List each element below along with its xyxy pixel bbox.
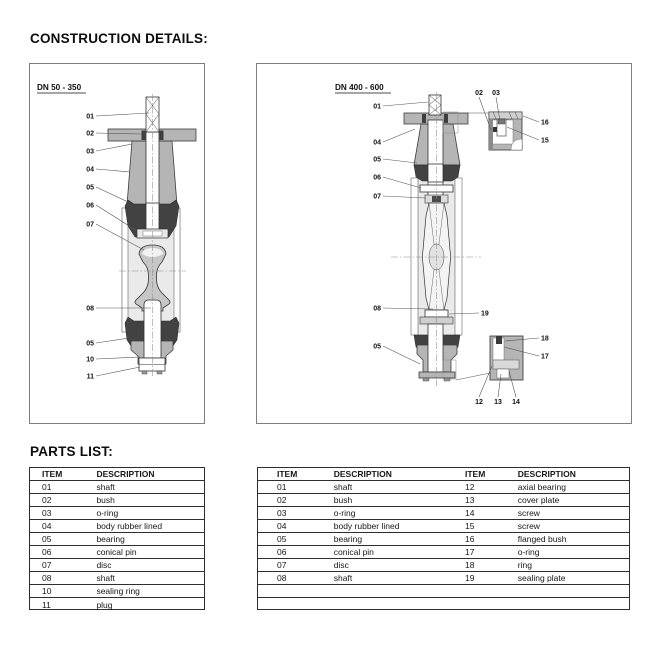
item-cell: 15: [464, 521, 475, 531]
callout-13: 13: [494, 399, 502, 406]
callout-01: 01: [86, 113, 94, 121]
description-cell: conical pin: [333, 547, 374, 557]
callout-18: 18: [541, 335, 549, 343]
diagram-panel-dn50-350: [29, 63, 205, 424]
table-row: [30, 481, 204, 494]
description-cell: flanged bush: [517, 534, 567, 544]
table-row: [30, 585, 204, 598]
valve-diagram-dn50-350: [30, 64, 204, 423]
description-cell: body rubber lined: [96, 521, 163, 531]
callout-02: 02: [475, 90, 483, 97]
description-cell: shaft: [333, 573, 353, 583]
table-row: [30, 598, 204, 611]
item-cell: 13: [464, 495, 475, 505]
dn-range-label: DN 400 - 600: [335, 83, 384, 92]
description-cell: bearing: [333, 534, 363, 544]
item-cell: 05: [277, 534, 287, 544]
description-cell: shaft: [96, 482, 115, 492]
description-cell: body rubber lined: [333, 521, 400, 531]
item-cell: 08: [277, 573, 287, 583]
description-cell: shaft: [96, 573, 115, 583]
item-cell: 11: [42, 599, 51, 610]
table-row: [258, 546, 629, 559]
parts-list-title: PARTS LIST:: [30, 444, 113, 459]
description-cell: o-ring: [96, 508, 119, 518]
description-cell: screw: [517, 508, 540, 518]
table-row: [30, 559, 204, 572]
description-cell: disc: [96, 560, 112, 570]
diagram-panel-dn400-600: [256, 63, 632, 424]
item-cell: 04: [42, 521, 52, 531]
item-cell: 12: [464, 482, 475, 492]
plate-foot: [423, 378, 429, 381]
callout-07: 07: [373, 193, 381, 201]
callout-15: 15: [541, 137, 549, 145]
bush-detail: [444, 114, 448, 123]
callout-06: 06: [86, 202, 94, 210]
dn-range-label: DN 50 - 350: [37, 83, 82, 92]
table-row: [258, 559, 629, 572]
bush-detail: [160, 131, 164, 141]
callout-labels: [86, 114, 94, 381]
column-header: ITEM: [464, 469, 486, 479]
plug-foot: [142, 371, 147, 374]
item-cell: 16: [464, 534, 475, 544]
column-header: ITEM: [277, 469, 298, 479]
plug-foot: [157, 371, 162, 374]
item-cell: 03: [277, 508, 287, 518]
cover-plate-section: [497, 369, 509, 378]
callout-08: 08: [86, 305, 94, 313]
table-row: [30, 494, 204, 507]
table-row: [30, 507, 204, 520]
callout-12: 12: [475, 399, 483, 406]
item-cell: 06: [277, 547, 287, 557]
item-cell: 01: [42, 482, 52, 492]
body-wall-left: [122, 208, 128, 332]
screw-14-section: [496, 336, 502, 344]
axial-bearing-section: [493, 360, 519, 369]
description-cell: bush: [96, 495, 115, 505]
item-cell: 05: [42, 534, 52, 544]
description-cell: screw: [517, 521, 540, 531]
description-cell: conical pin: [96, 547, 137, 557]
column-header: DESCRIPTION: [333, 469, 392, 479]
callout-14: 14: [512, 399, 520, 406]
callout-01: 01: [373, 103, 381, 111]
description-cell: bearing: [96, 534, 125, 544]
callout-04: 04: [373, 139, 381, 147]
bottom-plate: [419, 372, 455, 378]
item-cell: 14: [464, 508, 475, 518]
description-cell: sealing ring: [96, 586, 140, 596]
callout-06: 06: [373, 174, 381, 182]
callout-03: 03: [492, 90, 500, 97]
callout-08: 08: [373, 305, 381, 313]
description-cell: ring: [517, 560, 532, 570]
body-wall-right: [455, 178, 462, 335]
table-row: [258, 481, 629, 494]
shaft-lower: [428, 324, 443, 372]
item-cell: 10: [42, 586, 52, 596]
table-row: [30, 520, 204, 533]
item-cell: 07: [42, 560, 52, 570]
item-cell: 17: [464, 547, 475, 557]
table-row: [258, 585, 629, 598]
table-row: [258, 598, 629, 611]
table-row: [30, 572, 204, 585]
description-cell: plug: [96, 599, 113, 610]
inset-reference-line: [456, 373, 490, 380]
description-cell: cover plate: [517, 495, 560, 505]
description-cell: o-ring: [333, 508, 356, 518]
callout-05: 05: [86, 184, 94, 192]
callout-19: 19: [481, 310, 489, 318]
callout-16: 16: [541, 119, 549, 127]
shaft-top: [146, 97, 159, 132]
bush-detail: [142, 131, 146, 141]
item-cell: 06: [42, 547, 52, 557]
column-header: DESCRIPTION: [96, 469, 155, 479]
description-cell: sealing plate: [517, 573, 566, 583]
column-header: DESCRIPTION: [517, 469, 576, 479]
callout-05-lower: 05: [373, 343, 381, 351]
callout-11: 11: [86, 373, 94, 381]
plate-foot: [444, 378, 450, 381]
callout-03: 03: [86, 148, 94, 156]
table-row: [30, 546, 204, 559]
o-ring-section: [493, 127, 497, 132]
callout-17: 17: [541, 353, 549, 361]
parts-table-dn50-350: [29, 467, 205, 610]
bottom-shaft-detail-inset: [490, 336, 523, 380]
item-cell: 04: [277, 521, 287, 531]
shaft-top: [429, 95, 441, 115]
parts-table-dn400-600: [257, 467, 630, 610]
item-cell: 07: [277, 560, 287, 570]
callout-04: 04: [86, 166, 94, 174]
description-cell: shaft: [333, 482, 353, 492]
item-cell: 02: [42, 495, 52, 505]
callout-05: 05: [373, 156, 381, 164]
callout-10: 10: [86, 356, 94, 364]
table-row: [258, 520, 629, 533]
table-row: [258, 507, 629, 520]
column-header: ITEM: [42, 469, 63, 479]
table-header-row: [30, 468, 204, 481]
callout-05-lower: 05: [86, 340, 94, 348]
table-row: [258, 572, 629, 585]
item-cell: 18: [464, 560, 475, 570]
flanged-bush-top: [489, 112, 522, 119]
table-row: [30, 533, 204, 546]
item-cell: 01: [277, 482, 287, 492]
table-header-row: [258, 468, 629, 481]
description-cell: bush: [333, 495, 353, 505]
valve-diagram-dn400-600: [257, 64, 631, 423]
item-cell: 02: [277, 495, 287, 505]
item-cell: 19: [464, 573, 475, 583]
body-wall-left: [411, 178, 418, 335]
description-cell: o-ring: [517, 547, 540, 557]
item-cell: 08: [42, 573, 52, 583]
shaft-through-bearing: [428, 164, 443, 182]
table-row: [258, 494, 629, 507]
description-cell: axial bearing: [517, 482, 566, 492]
callout-02: 02: [86, 130, 94, 138]
item-cell: 03: [42, 508, 52, 518]
callout-07: 07: [86, 221, 94, 229]
description-cell: disc: [333, 560, 349, 570]
bush-detail: [422, 114, 426, 123]
construction-details-title: CONSTRUCTION DETAILS:: [30, 31, 208, 46]
bush-section: [489, 120, 493, 150]
table-row: [258, 533, 629, 546]
